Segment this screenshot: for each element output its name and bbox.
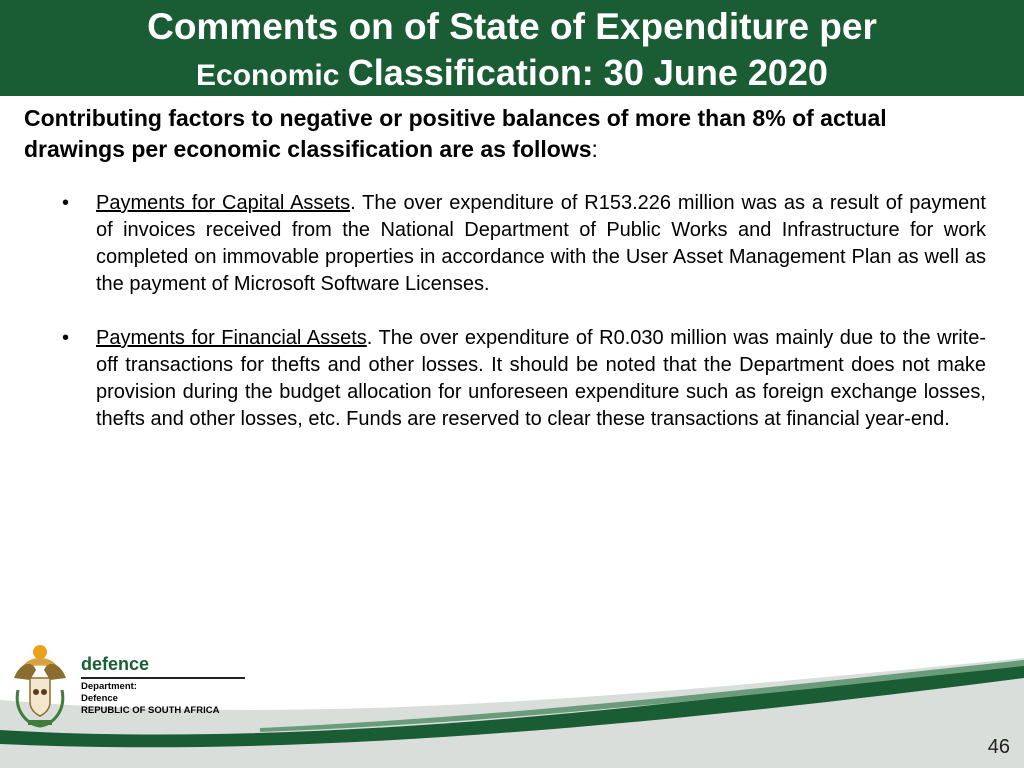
- page-number: 46: [987, 736, 1010, 758]
- brand-wordmark: defence: [81, 654, 150, 674]
- bullet-heading: Payments for Capital Assets: [96, 192, 351, 214]
- bullet-dot-icon: •: [62, 192, 70, 214]
- slide-title-line1: Comments on of State of Expenditure per: [147, 6, 877, 47]
- brand-divider: [81, 677, 245, 679]
- department-line2: Defence: [81, 693, 118, 704]
- department-label: [81, 681, 219, 717]
- intro-paragraph: [24, 103, 990, 165]
- bullet-heading: Payments for Financial Assets: [96, 327, 367, 349]
- slide-title-line2-part2: Classification: 30 June 2020: [347, 52, 828, 93]
- slide-title-line2: [0, 52, 1024, 102]
- bullet-item: [60, 325, 986, 433]
- department-line1: Department:: [81, 681, 137, 692]
- bullet-body: . The over expenditure of R153.226 million was as a result of payment of invoices received from the National Department of Public Works and Infrastructure for work completed on immovable properties in accordance with the User Asset Management Plan as well as the payment of Microsoft Software Licenses.: [96, 192, 986, 295]
- intro-text: Contributing factors to negative or positive balances of more than 8% of actual drawings per economic classification are as follows: [24, 105, 887, 162]
- bullet-body: . The over expenditure of R0.030 million was mainly due to the write-off transactions for thefts and other losses. It should be noted that the Department does not make provision during the budget allocation for unforeseen expenditure such as foreign exchange losses, thefts and other losses, etc. Funds are reserved to clear these transactions at financial year-end.: [96, 327, 987, 430]
- bullet-item: [60, 190, 986, 298]
- department-line3: REPUBLIC OF SOUTH AFRICA: [81, 705, 220, 716]
- slide-title-line2-part1: Economic: [196, 59, 348, 92]
- slide-header: [0, 0, 1024, 96]
- bullet-dot-icon: •: [62, 327, 70, 349]
- bullet-list: [60, 190, 986, 460]
- intro-colon: :: [591, 136, 598, 162]
